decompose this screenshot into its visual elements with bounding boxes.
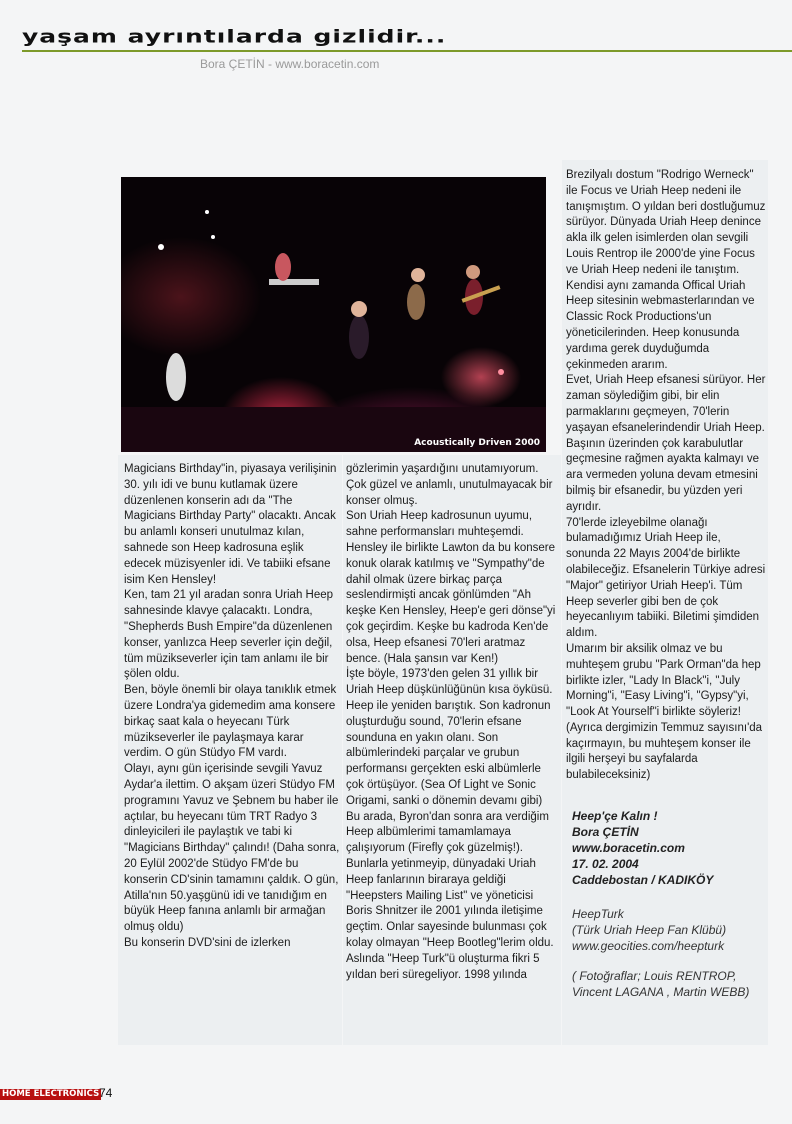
signature-date: 17. 02. 2004: [572, 857, 639, 871]
photo-caption: Acoustically Driven 2000: [414, 438, 540, 448]
concert-photo: [121, 177, 546, 452]
author-signature: [572, 808, 768, 888]
paragraph: Magicians Birthday"in, piyasaya verilişinin 30. yılı idi ve bunu kutlamak üzere düzenlenen konserin adı da "The Magicians Birthday Party" olacaktı. Ancak bu anlamlı konseri unutulmaz kılan, sahnede son Heep kadrosuna eşlik edecek müzisyenler idi. Ve tabiiki efsane isim Ken Hensley!: [124, 463, 337, 586]
paragraph: 70'lerde izleyebilme olanağı bulamadığımız Uriah Heep ile, sonunda 22 Mayıs 2004'de birlikte olabileceğiz. Efsanelerin Türkiye adresi "Major" getiriyor Uriah Heep'i. Tüm Heep severler gibi ben de çok heyecanlıyım tabiiki. Biletimi şimdiden aldım.: [566, 516, 766, 640]
paragraph: Olayı, aynı gün içerisinde sevgili Yavuz Aydar'a ilettim. O akşam üzeri Stüdyo FM programını Yavuz ve Şebnem bu haber ile açtılar, bu heyecanı tüm TRT Radyo 3 dinleyicileri ile paylaştık ve tabi ki "Magicians Birthday" çalındı! (Daha sonra, 20 Eylül 2002'de Stüdyo FM'de bu konserin CD'sinin tamamını çaldık. O gün, Atilla'nın 50.yaşgünü idi ve tanıdığım en büyük Heep fanına anlamlı bir armağan olmuş oldu): [124, 763, 340, 934]
paragraph: Bunlarla yetinmeyip, dünyadaki Uriah Heep fanlarının biraraya geldiği "Heepsters Mailing List" ve yöneticisi Boris Shnitzer ile 2001 yılında iletişime geçtim. Onlar sayesinde bulunması çok kolay olmayan "Heep Bootleg"lerim oldu.: [346, 857, 554, 949]
photo-credits: ( Fotoğraflar; Louis RENTROP, Vincent LAGANA , Martin WEBB): [572, 969, 750, 999]
signature-name: Bora ÇETİN: [572, 825, 639, 839]
fan-club-name: HeepTurk: [572, 907, 624, 921]
paragraph: Bu konserin DVD'sini de izlerken: [124, 936, 291, 949]
signature-website: www.boracetin.com: [572, 841, 685, 855]
fan-club-description: (Türk Uriah Heep Fan Klübü): [572, 923, 727, 937]
magazine-brand: HOME ELECTRONICS: [2, 1089, 100, 1099]
paragraph: İşte böyle, 1973'den gelen 31 yıllık bir Uriah Heep düşkünlüğünün kısa öyküsü. Heep ile yeniden barıştık. Son kadronun oluşturduğu sound, 70'lerin efsane sounduna en yakın olanı. Son albümlerindeki parçalar ve grubun performansı gerçekten eski albümlerle çok örtüşüyor. (Sea Of Light ve Sonic Origami, sanki o dönemin devamı gibi) Bu arada, Byron'dan sonra ara verdiğim Heep albümlerimi tamamlamaya çalışıyorum (Firefly çok güzelmiş!).: [346, 668, 553, 855]
page-title: yaşam ayrıntılarda gizlidir...: [22, 26, 447, 47]
signature-greeting: Heep'çe Kalın !: [572, 809, 658, 823]
signature-location: Caddebostan / KADIKÖY: [572, 873, 714, 887]
fan-club-url: www.geocities.com/heepturk: [572, 939, 725, 953]
page-number: 74: [99, 1086, 113, 1100]
paragraph: Evet, Uriah Heep efsanesi sürüyor. Her zaman söylediğim gibi, bir elin parmaklarını geçmeyen, 70'lerin yaşayan efsanelerindendir Uriah Heep. Başının üzerinden çok karabulutlar geçmesine rağmen ayakta kalmayı ve ara vermeden yoluna devam etmesini bilmiş bir efsanedir, bu yüzden yeri ayrıdır.: [566, 374, 766, 513]
paragraph: Ben, böyle önemli bir olaya tanıklık etmek üzere Londra'ya gidemedim ama konsere birkaç saat kala o heyecanı Türk müzikseverler ile paylaşmaya karar verdim. O gün Stüdyo FM vardı.: [124, 684, 337, 760]
paragraph: Ken, tam 21 yıl aradan sonra Uriah Heep sahnesinde klavye çalacaktı. Londra, "Shepherds Bush Empire"da düzenlenen konser, yanlızca Heep severler için değil, tüm müzikseverler için tam anlamı ile bir şölen oldu.: [124, 589, 334, 681]
paragraph: Brezilyalı dostum "Rodrigo Werneck" ile Focus ve Uriah Heep nedeni ile tanışmıştım. O yıldan beri dostluğumuz sürüyor. Dünyada Uriah Heep denince akla ilk gelen isimlerden olan sevgili Louis Rentrop ile 2000'de yine Focus ve Uriah Heep nedeni ile tanıştım. Kendisi aynı zamanda Offical Uriah Heep sitesinin webmasterlarından ve Classic Rock Productions'un yöneticilerinden. Heep konusunda yardıma gerek duyduğumda çekinmeden ararım.: [566, 169, 766, 371]
article-column-left: [124, 462, 340, 952]
paragraph: Aslında "Heep Turk"ü oluşturma fikri 5 yıldan beri süregeliyor. 1998 yılında: [346, 952, 540, 981]
title-divider: [22, 50, 792, 52]
stage-illustration: [121, 177, 546, 452]
paragraph: Son Uriah Heep kadrosunun uyumu, sahne performansları muhteşemdi. Hensley ile birlikte Lawton da bu konsere konuk olarak katılmış ve "Sympathy"de dahil olmak üzere birkaç parça seslendirmişti ancak gönlümden "Ah keşke Ken Hensley, Heep'e geri dönse"yi çok geçirdim. Keşke bu kadroda Ken'de olsa, Heep efsanesi 70'leri aratmaz bence. (Hala şansın var Ken!): [346, 510, 556, 665]
author-byline: Bora ÇETİN - www.boracetin.com: [200, 57, 380, 71]
paragraph: Umarım bir aksilik olmaz ve bu muhteşem grubu "Park Orman"da hep birlikte izler, "Lady In Black"i, "July Morning"i, "Easy Living"i, "Gypsy"yi, "Look At Yourself"i birlikte söyleriz! (Ayrıca dergimizin Temmuz sayısını'da kaçırmayın, bu muhteşem konser ile ilgili herşeyi bu sayfalarda bulabileceksiniz): [566, 642, 763, 782]
article-column-right: [566, 168, 766, 784]
fan-club-info: [572, 906, 768, 954]
article-column-middle: [346, 462, 558, 983]
paragraph: gözlerimin yaşardığını unutamıyorum. Çok güzel ve anlamlı, unutulmayacak bir konser olmuş.: [346, 463, 553, 507]
